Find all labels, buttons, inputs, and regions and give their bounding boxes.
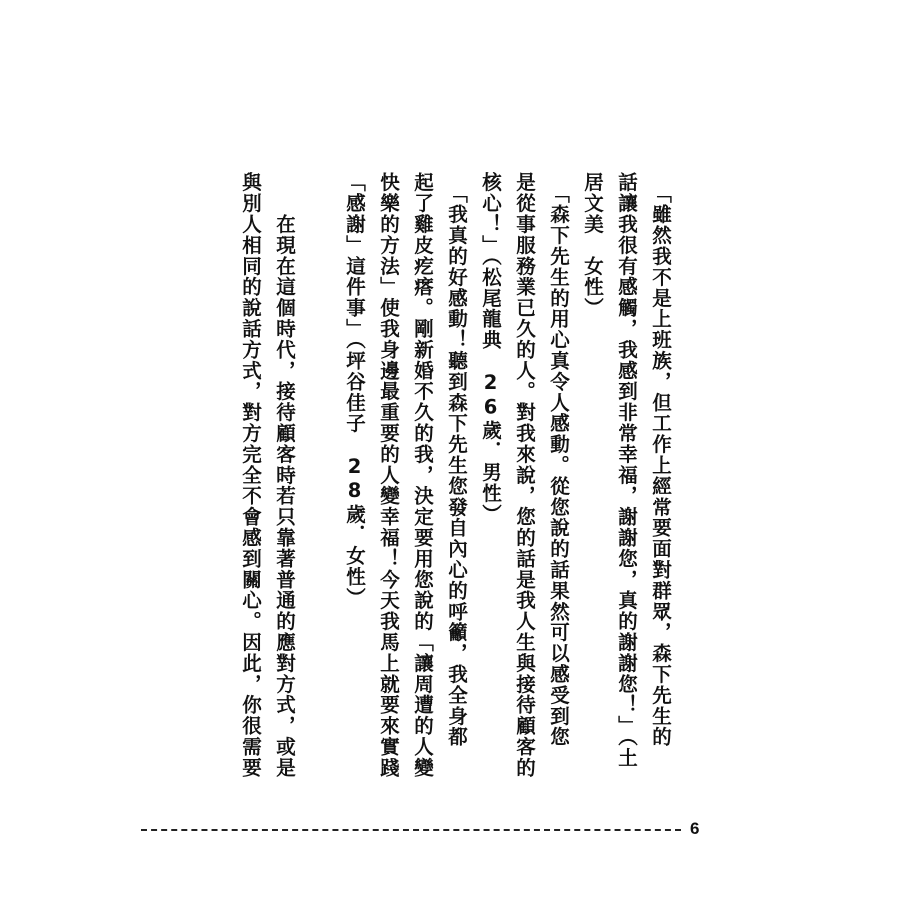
text-column-11: 在現在這個時代，接待顧客時若只靠著普通的應對方式，或是	[273, 172, 296, 779]
text-column-9: 快樂的方法」使我身邊最重要的人變幸福！今天我馬上就要來實踐	[377, 172, 400, 779]
text-column-12: 與別人相同的說話方式，對方完全不會感到關心。因此，你很需要	[239, 172, 262, 779]
text-column-3: 居文美 女性）	[581, 172, 604, 319]
text-column-6: 核心！」（松尾龍典 26歲．男性）	[479, 172, 502, 525]
text-column-4: 「森下先生的用心真令人感動。從您說的話果然可以感受到您	[547, 172, 570, 748]
text-column-10: 「感謝」這件事」（坪谷佳子 28歲．女性）	[343, 172, 366, 609]
text-column-5: 是從事服務業已久的人。對我來說，您的話是我人生與接待顧客的	[513, 172, 536, 779]
text-column-2: 話讓我很有感觸，我感到非常幸福，謝謝您，真的謝謝您！」（土	[615, 172, 638, 769]
page-number: 6	[690, 819, 700, 838]
text-column-8: 起了雞皮疙瘩。剛新婚不久的我，決定要用您說的「讓周遭的人變	[411, 172, 434, 779]
text-column-7: 「我真的好感動！聽到森下先生您發自內心的呼籲，我全身都	[445, 172, 468, 748]
text-column-1: 「雖然我不是上班族，但工作上經常要面對群眾，森下先生的	[649, 172, 672, 748]
footer-rule	[141, 829, 681, 831]
